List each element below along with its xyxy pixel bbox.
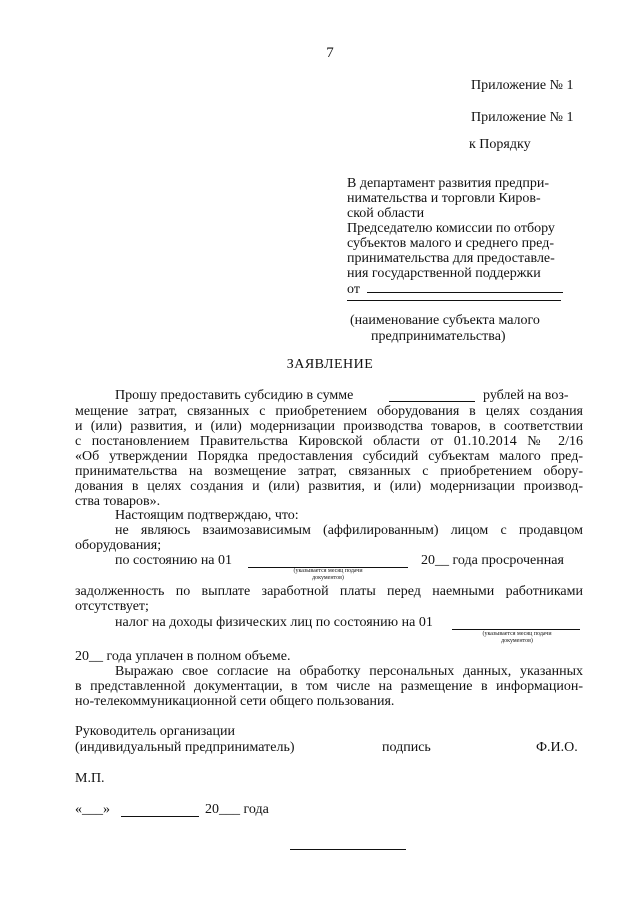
addressee-block: [347, 176, 587, 297]
request-line: дования в целях создания и (или) развития, и (или) модернизации производ-: [75, 479, 583, 494]
confirm-line: оборудования;: [75, 538, 162, 553]
confirm-line: не являюсь взаимозависимым (аффилированным) лицом с продавцом: [115, 523, 583, 538]
request-text-start: Прошу предоставить субсидию в сумме: [115, 388, 354, 403]
consent-line: Выражаю свое согласие на обработку персональных данных, указанных: [115, 664, 583, 679]
annex-heading-2: Приложение № 1: [471, 110, 574, 125]
page-number: 7: [326, 45, 334, 61]
date-day: «___»: [75, 802, 110, 817]
applicant-from-row: [347, 281, 587, 297]
confirm-line: отсутствует;: [75, 599, 149, 614]
signer-title-sub: (индивидуальный предприниматель): [75, 740, 295, 755]
request-line: с постановлением Правительства Кировской области от 01.10.2014 № 2/16: [75, 434, 583, 449]
applicant-name-line-2[interactable]: [347, 300, 561, 301]
date-year: 20___ года: [205, 802, 269, 817]
addressee-line: ской области: [347, 206, 425, 221]
addressee-line: принимательства для предоставле-: [347, 251, 555, 266]
applicant-caption-1: (наименование субъекта малого: [350, 313, 540, 328]
consent-paragraph-first: [115, 664, 583, 679]
income-tax-label: налог на доходы физических лиц по состоянию на 01: [115, 615, 433, 630]
addressee-line: нимательства и торговли Киров-: [347, 191, 541, 206]
subsidy-amount-field[interactable]: [389, 390, 475, 402]
request-line: и (или) развития, и (или) модернизации производства товаров, в соответствии: [75, 419, 583, 434]
month-hint-line: документов): [312, 575, 344, 581]
month-hint: [455, 631, 579, 645]
applicant-name-field[interactable]: [367, 281, 563, 293]
addressee-line: Председателю комиссии по отбору: [347, 221, 555, 236]
request-line: принимательства на возмещение затрат, связанных с приобретением обору-: [75, 464, 583, 479]
request-line: мещение затрат, связанных с приобретением оборудования в целях создания: [75, 404, 583, 419]
request-paragraph: [75, 404, 583, 509]
month-hint-line: (указывается месяц подачи: [293, 568, 363, 574]
consent-paragraph: [75, 679, 583, 709]
wage-debt-date-label: по состоянию на 01: [115, 553, 233, 568]
date-month-field[interactable]: [121, 805, 199, 817]
fio-label: Ф.И.О.: [536, 740, 578, 755]
income-tax-paid-line: 20__ года уплачен в полном объеме.: [75, 649, 291, 664]
document-title: ЗАЯВЛЕНИЕ: [286, 357, 374, 372]
wage-debt-year-text: 20__ года просроченная: [421, 553, 564, 568]
signature-label: подпись: [382, 740, 431, 755]
request-line: «Об утверждении Порядка предоставления субсидий субъектам малого пред-: [75, 449, 583, 464]
wage-debt-month-field[interactable]: [248, 556, 408, 568]
consent-line: но-телекоммуникационной сети общего пользования.: [75, 694, 395, 709]
addressee-line: субъектов малого и среднего пред-: [347, 236, 554, 251]
footer-divider: [290, 849, 406, 850]
addressee-line: В департамент развития предпри-: [347, 176, 550, 191]
signer-title: Руководитель организации: [75, 724, 235, 739]
request-text-rubles: рублей на воз-: [483, 388, 569, 403]
addressee-line: ния государственной поддержки: [347, 266, 541, 281]
consent-line: в представленной документации, в том числе на размещение в информацион-: [75, 679, 583, 694]
month-hint: [258, 568, 398, 582]
confirm-line: задолженность по выплате заработной платы перед наемными работниками: [75, 584, 583, 599]
confirm-intro: Настоящим подтверждаю, что:: [115, 508, 299, 523]
month-hint-line: (указывается месяц подачи: [482, 631, 552, 637]
request-line: ства товаров».: [75, 494, 161, 509]
confirm-item-1: [115, 523, 583, 538]
month-hint-line: документов): [501, 638, 533, 644]
stamp-label: М.П.: [75, 771, 105, 786]
wage-debt-paragraph: [75, 584, 583, 614]
applicant-caption-2: предпринимательства): [371, 329, 506, 344]
from-label: от: [347, 282, 360, 297]
income-tax-month-field[interactable]: [452, 618, 580, 630]
annex-heading-1: Приложение № 1: [471, 78, 574, 93]
annex-order-ref: к Порядку: [469, 137, 531, 152]
